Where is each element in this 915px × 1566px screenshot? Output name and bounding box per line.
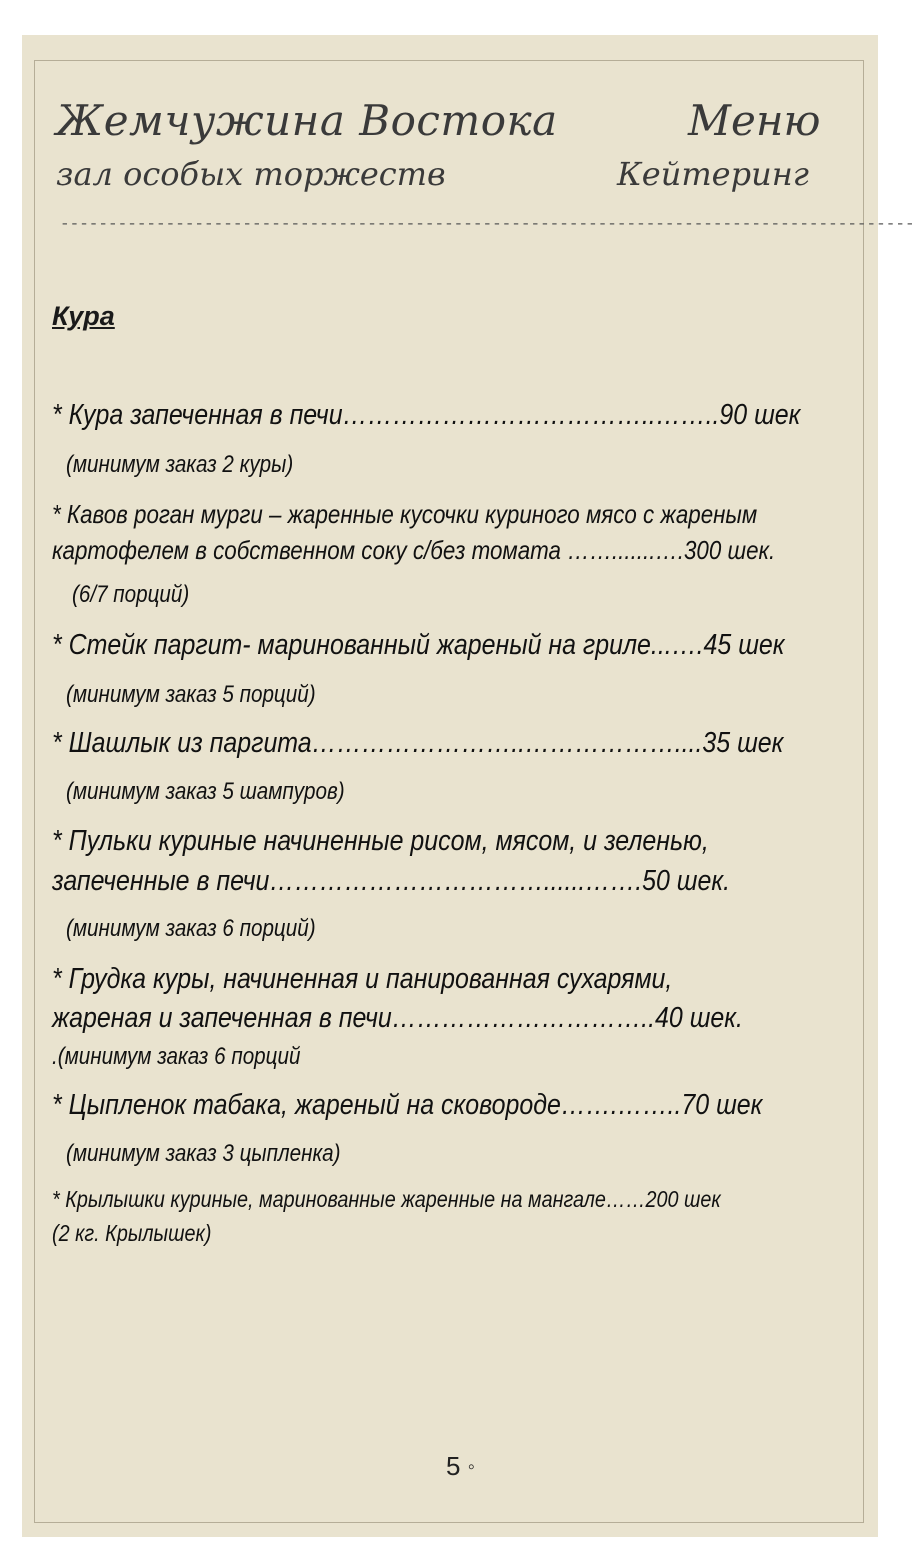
venue-name: Жемчужина Востока bbox=[56, 96, 558, 145]
menu-item-line: * Пульки куриные начиненные рисом, мясом, и зеленью, bbox=[52, 825, 709, 857]
circle-ornament-icon: ◦ bbox=[467, 1456, 475, 1478]
menu-item-line: * Кавов роган мурги – жаренные кусочки куриного мясо с жареным bbox=[52, 499, 758, 529]
menu-item-line: * Грудка куры, начиненная и панированная сухарями, bbox=[52, 963, 673, 995]
menu-item-note: (6/7 порций) bbox=[72, 581, 190, 608]
menu-heading: Меню bbox=[688, 96, 821, 145]
menu-item-line: * Цыпленок табака, жареный на сковороде…….……..70 шек bbox=[52, 1089, 763, 1121]
menu-page bbox=[22, 35, 915, 1537]
menu-item-line: картофелем в собственном соку с/без томата …….......….300 шек. bbox=[52, 535, 776, 565]
menu-item-note: (минимум заказ 5 шампуров) bbox=[66, 778, 345, 805]
page-number bbox=[446, 1453, 475, 1479]
menu-item-line: жареная и запеченная в печи…………………………..40 шек. bbox=[52, 1002, 743, 1034]
menu-item-line: запеченные в печи……………………………......…….50 шек. bbox=[52, 865, 731, 897]
menu-item-line: * Шашлык из паргита……………………..………………....35 шек bbox=[52, 727, 784, 759]
menu-item-line: * Крылышки куриные, маринованные жаренные на мангале……200 шек bbox=[52, 1186, 721, 1212]
menu-item-line: * Стейк паргит- маринованный жареный на гриле...….45 шек bbox=[52, 629, 785, 661]
header-divider: ----------------------------------------------------------------------------------------- bbox=[60, 215, 915, 233]
venue-subtitle: зал особых торжеств bbox=[56, 155, 446, 193]
menu-item-note: (минимум заказ 5 порций) bbox=[66, 681, 316, 708]
menu-item-note: (минимум заказ 3 цыпленка) bbox=[66, 1140, 341, 1167]
menu-item-line: * Кура запеченная в печи………………………………..……..90 шек bbox=[52, 399, 801, 431]
menu-item-note: .(минимум заказ 6 порций bbox=[52, 1043, 301, 1070]
page-number-value: 5 bbox=[446, 1451, 461, 1481]
menu-item-line: (2 кг. Крылышек) bbox=[52, 1220, 212, 1246]
catering-heading: Кейтеринг bbox=[617, 155, 809, 193]
menu-item-note: (минимум заказ 6 порций) bbox=[66, 915, 316, 942]
section-title: Кура bbox=[52, 301, 115, 331]
menu-item-note: (минимум заказ 2 куры) bbox=[66, 451, 294, 478]
